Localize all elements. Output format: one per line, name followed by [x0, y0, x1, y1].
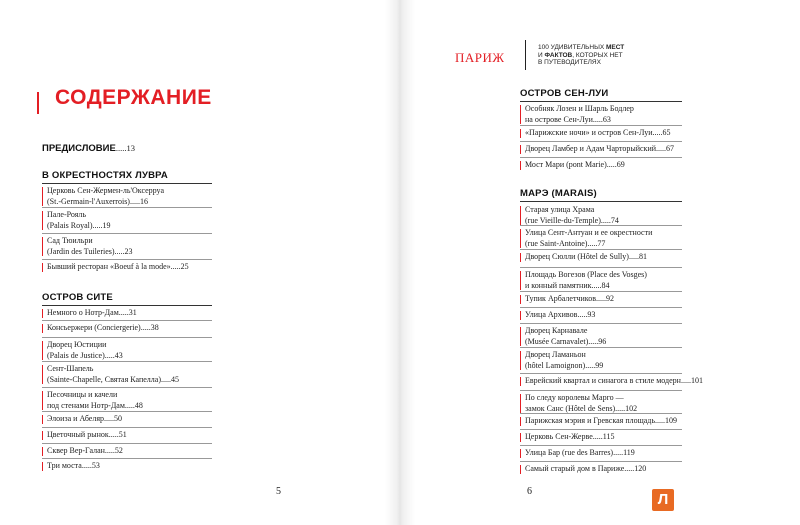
entry-accent-bar: [42, 309, 43, 318]
entry-rule: [42, 337, 212, 338]
entry-accent-bar: [520, 271, 521, 290]
running-header-tagline: [538, 44, 648, 67]
toc-entry-line: Три моста.....53: [47, 461, 100, 470]
toc-entry-line: (hôtel Lamoignon).....99: [525, 360, 604, 370]
toc-entry: [520, 376, 703, 387]
toc-entry: [42, 323, 159, 334]
toc-title: СОДЕРЖАНИЕ: [55, 86, 212, 109]
entry-accent-bar: [520, 295, 521, 304]
toc-entry: [520, 448, 635, 459]
entry-rule: [520, 291, 682, 292]
toc-entry-line: Улица Архивов.....93: [525, 310, 596, 319]
toc-entry-line: Пале-Рояль: [47, 210, 87, 219]
toc-entry: [42, 340, 123, 361]
toc-entry: [520, 464, 646, 475]
preface-entry: [42, 143, 135, 154]
toc-entry-line: (Musée Carnavalet).....96: [525, 336, 607, 346]
entry-rule: [520, 141, 682, 142]
entry-accent-bar: [520, 161, 521, 170]
tagline-text: В ПУТЕВОДИТЕЛЯХ: [538, 59, 601, 66]
tagline-text: 100 УДИВИТЕЛЬНЫХ: [538, 44, 606, 51]
toc-entry: [520, 294, 614, 305]
tagline-text: И: [538, 51, 545, 59]
toc-entry-line: (St.-Germain-l'Auxerrois).....16: [47, 196, 148, 206]
entry-accent-bar: [520, 311, 521, 320]
section-heading: ОСТРОВ СИТЕ: [42, 292, 113, 303]
toc-entry: [520, 350, 603, 371]
toc-entry: [520, 144, 674, 155]
entry-accent-bar: [520, 253, 521, 262]
toc-entry-line: Немного о Нотр-Дам.....31: [47, 308, 137, 317]
tagline-text: , КОТОРЫХ НЕТ: [572, 51, 623, 59]
toc-entry-line: (Jardin des Tuileries).....23: [47, 246, 133, 256]
toc-entry: [520, 270, 647, 291]
entry-rule: [42, 259, 212, 260]
entry-accent-bar: [42, 431, 43, 440]
toc-entry-line: Консьержери (Conciergerie).....38: [47, 323, 159, 332]
entry-accent-bar: [520, 129, 521, 138]
toc-entry: [520, 310, 595, 321]
section-heading: ОСТРОВ СЕН-ЛУИ: [520, 88, 609, 99]
toc-entry: [520, 326, 606, 347]
running-header-divider: [525, 40, 526, 70]
toc-entry-line: Бывший ресторан «Boeuf à la mode».....25: [47, 262, 189, 271]
entry-accent-bar: [520, 377, 521, 386]
toc-entry: [42, 446, 123, 457]
toc-entry: [42, 414, 122, 425]
toc-entry-line: (Palais Royal).....19: [47, 220, 111, 230]
entry-rule: [42, 387, 212, 388]
section-rule: [520, 101, 682, 102]
entry-rule: [520, 390, 682, 391]
running-header-city: ПАРИЖ: [455, 50, 505, 65]
entry-accent-bar: [520, 351, 521, 370]
entry-rule: [42, 427, 212, 428]
toc-entry-line: Церковь Сен-Жермен-ль'Оксерруа: [47, 186, 164, 195]
page-number-right: 6: [527, 486, 532, 497]
toc-entry-line: Самый старый дом в Париже.....120: [525, 464, 647, 473]
entry-accent-bar: [42, 415, 43, 424]
entry-accent-bar: [520, 394, 521, 413]
toc-entry: [42, 210, 111, 231]
entry-rule: [42, 443, 212, 444]
entry-accent-bar: [520, 206, 521, 225]
entry-rule: [42, 411, 212, 412]
entry-rule: [520, 413, 682, 414]
toc-entry: [42, 308, 137, 319]
section-rule: [42, 305, 212, 306]
toc-entry-line: Особняк Лозен и Шарль Бодлер: [525, 104, 634, 113]
entry-accent-bar: [42, 263, 43, 272]
toc-entry-line: и конный памятник.....84: [525, 280, 610, 290]
toc-entry-line: Песочницы и качели: [47, 390, 118, 399]
toc-entry-line: Дворец Сюлли (Hôtel de Sully).....81: [525, 252, 647, 261]
toc-entry-line: (rue Vieille-du-Temple).....74: [525, 215, 619, 225]
toc-entry: [42, 390, 143, 411]
entry-accent-bar: [520, 417, 521, 426]
entry-rule: [520, 445, 682, 446]
entry-rule: [520, 429, 682, 430]
toc-entry-line: Церковь Сен-Жерве.....115: [525, 432, 615, 441]
toc-entry-line: Старая улица Храма: [525, 205, 595, 214]
entry-accent-bar: [42, 365, 43, 384]
entry-rule: [520, 347, 682, 348]
entry-accent-bar: [520, 465, 521, 474]
entry-rule: [42, 361, 212, 362]
publisher-logo: Л: [652, 489, 674, 511]
entry-rule: [520, 323, 682, 324]
preface-page: .....13: [115, 143, 135, 153]
toc-entry: [520, 432, 614, 443]
entry-accent-bar: [42, 237, 43, 256]
toc-entry-line: (Sainte-Chapelle, Святая Капелла).....45: [47, 374, 179, 384]
entry-accent-bar: [520, 145, 521, 154]
toc-entry: [42, 461, 100, 472]
toc-entry: [42, 430, 127, 441]
entry-rule: [42, 458, 212, 459]
entry-rule: [520, 267, 682, 268]
toc-entry-line: под стенами Нотр-Дам.....48: [47, 400, 143, 410]
toc-entry-line: Дворец Ламбер и Адам Чарторыйский.....67: [525, 144, 674, 153]
section-heading: В ОКРЕСТНОСТЯХ ЛУВРА: [42, 170, 168, 181]
entry-accent-bar: [42, 187, 43, 206]
entry-accent-bar: [520, 327, 521, 346]
tagline-bold: МЕСТ: [606, 44, 625, 51]
toc-entry-line: (Palais de Justice).....43: [47, 350, 123, 360]
toc-entry-line: Улица Сент-Антуан и ее окрестности: [525, 228, 653, 237]
entry-rule: [520, 225, 682, 226]
entry-accent-bar: [520, 449, 521, 458]
toc-entry-line: Сад Тюильри: [47, 236, 93, 245]
toc-entry-line: (rue Saint-Antoine).....77: [525, 238, 606, 248]
entry-accent-bar: [42, 341, 43, 360]
entry-rule: [42, 233, 212, 234]
entry-accent-bar: [520, 433, 521, 442]
entry-rule: [520, 307, 682, 308]
toc-entry: [520, 252, 647, 263]
toc-entry: [520, 205, 619, 226]
toc-entry: [42, 364, 179, 385]
toc-entry-line: Мост Мари (pont Marie).....69: [525, 160, 625, 169]
toc-entry-line: Сквер Вер-Галан.....52: [47, 446, 123, 455]
entry-rule: [520, 461, 682, 462]
toc-entry: [42, 236, 133, 257]
entry-accent-bar: [42, 391, 43, 410]
toc-entry: [520, 160, 625, 171]
entry-accent-bar: [520, 105, 521, 124]
toc-entry-line: Дворец Ламаньон: [525, 350, 586, 359]
entry-rule: [42, 207, 212, 208]
toc-entry-line: Тупик Арбалетчиков.....92: [525, 294, 615, 303]
toc-entry: [520, 104, 634, 125]
toc-entry-line: Цветочный рынок.....51: [47, 430, 127, 439]
toc-entry-line: Еврейский квартал и синагога в стиле модерн.....101: [525, 376, 703, 385]
toc-entry-line: Площадь Вогезов (Place des Vosges): [525, 270, 647, 279]
toc-entry-line: По следу королевы Марго —: [525, 393, 624, 402]
entry-accent-bar: [42, 324, 43, 333]
toc-entry: [520, 228, 652, 249]
toc-entry-line: на острове Сен-Луи.....63: [525, 114, 611, 124]
entry-accent-bar: [42, 447, 43, 456]
entry-accent-bar: [42, 462, 43, 471]
section-rule: [520, 201, 682, 202]
toc-entry: [520, 128, 670, 139]
entry-rule: [520, 125, 682, 126]
toc-entry: [42, 186, 164, 207]
entry-rule: [520, 157, 682, 158]
tagline-bold: ФАКТОВ: [544, 51, 573, 59]
preface-label: ПРЕДИСЛОВИЕ: [42, 143, 116, 154]
entry-rule: [42, 320, 212, 321]
entry-accent-bar: [42, 211, 43, 230]
toc-entry-line: Элоиза и Абеляр.....50: [47, 414, 122, 423]
toc-entry: [520, 393, 637, 414]
entry-rule: [520, 249, 682, 250]
toc-entry-line: Парижская мэрия и Гревская площадь.....109: [525, 416, 678, 425]
toc-entry-line: Улица Бар (rue des Barres).....119: [525, 448, 635, 457]
section-rule: [42, 183, 212, 184]
page-number-left: 5: [276, 486, 281, 497]
section-heading: МАРЭ (MARAIS): [520, 188, 597, 199]
toc-entry: [42, 262, 189, 273]
toc-entry-line: замок Санс (Hôtel de Sens).....102: [525, 403, 638, 413]
title-accent-bar: [37, 92, 39, 114]
entry-accent-bar: [520, 229, 521, 248]
entry-rule: [520, 373, 682, 374]
toc-entry-line: Дворец Карнавале: [525, 326, 588, 335]
toc-entry-line: Сент-Шапель: [47, 364, 94, 373]
toc-entry-line: Дворец Юстиции: [47, 340, 107, 349]
toc-entry-line: «Парижские ночи» и остров Сен-Луи.....65: [525, 128, 671, 137]
toc-entry: [520, 416, 677, 427]
